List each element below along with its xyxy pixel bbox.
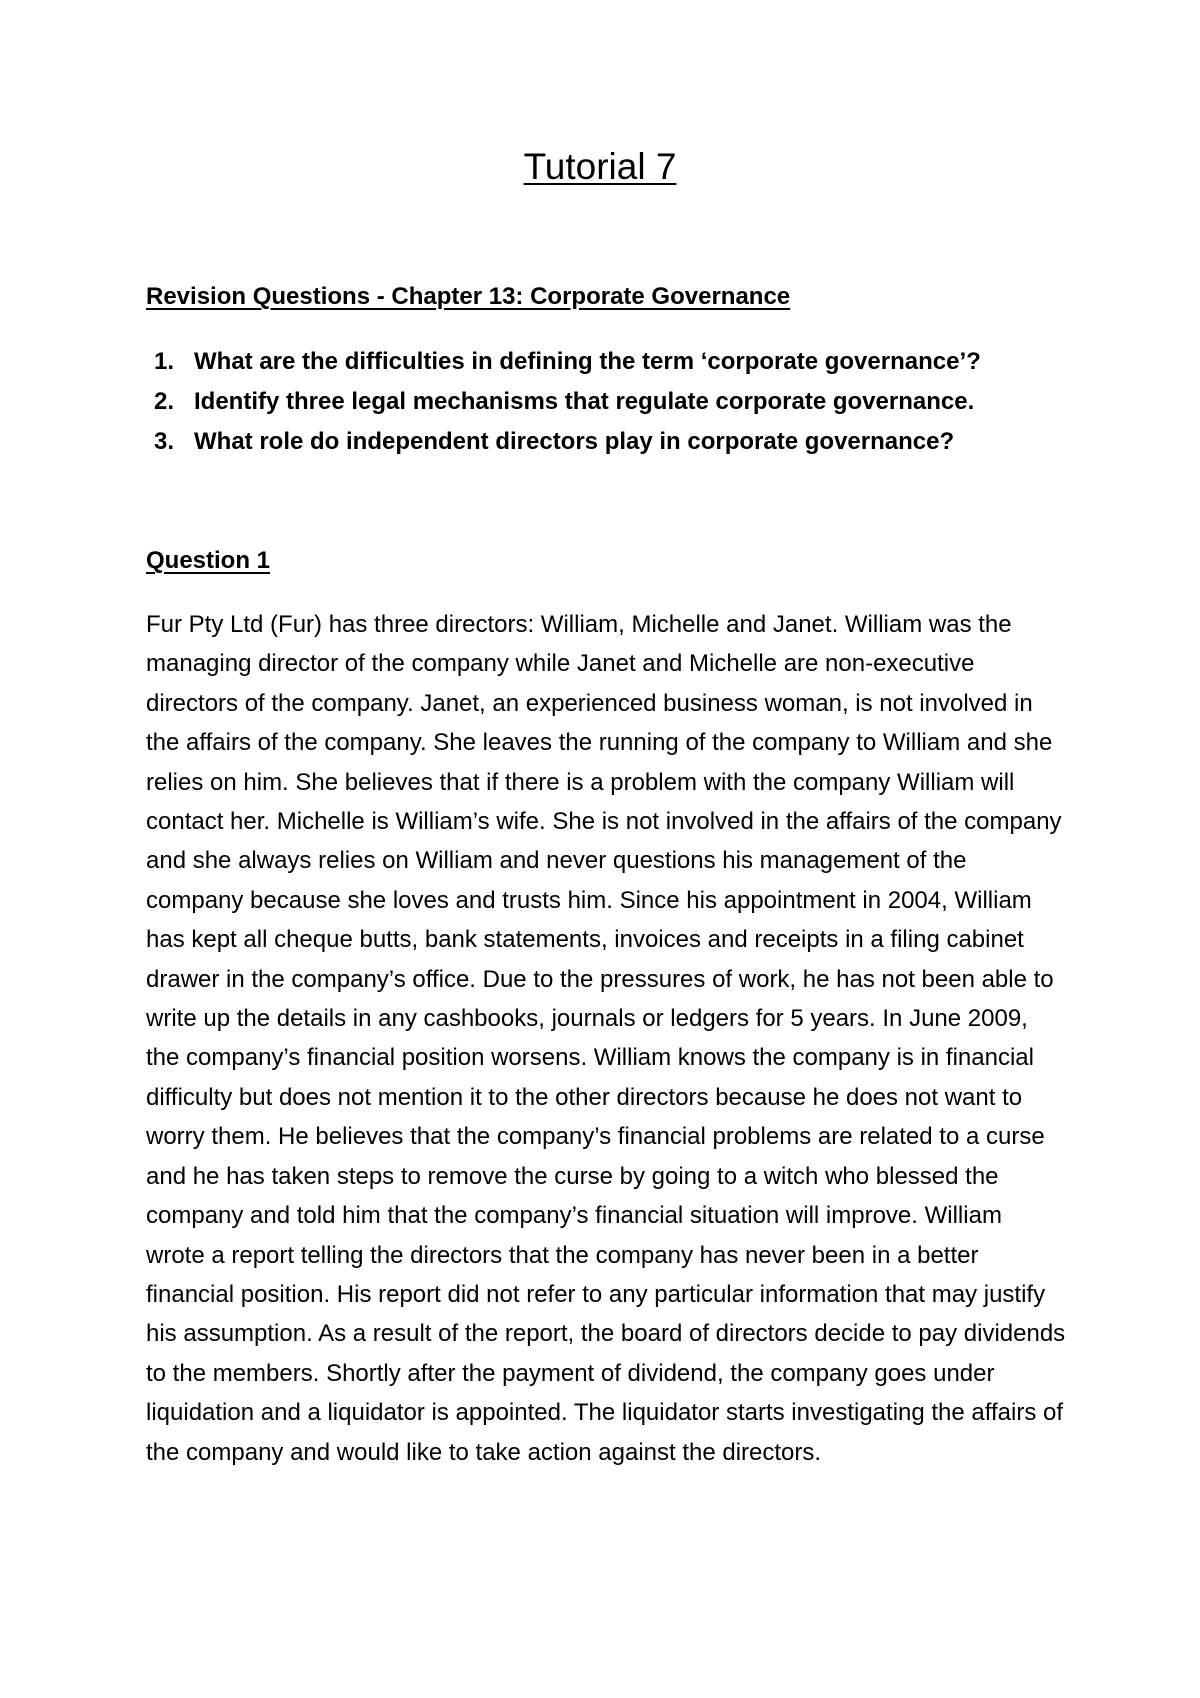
- list-item: [154, 422, 981, 462]
- list-item: [154, 382, 981, 422]
- question-number: 2.: [154, 388, 175, 415]
- page-title: Tutorial 7: [523, 146, 677, 187]
- question-text: What are the difficulties in defining the term ‘corporate governance’?: [194, 348, 981, 375]
- question-text: Identify three legal mechanisms that regulate corporate governance.: [194, 388, 975, 415]
- question-text: What role do independent directors play in corporate governance?: [194, 428, 955, 455]
- question-number: 1.: [154, 348, 175, 375]
- list-item: [154, 342, 981, 382]
- question-1-scenario-text: Fur Pty Ltd (Fur) has three directors: William, Michelle and Janet. William was the managing director of the company while Janet and Michelle are non-executive directors of the company. Janet, an experienced business woman, is not involved in the affairs of the company. She leaves the running of the company to William and she relies on him. She believes that if there is a problem with the company William will contact her. Michelle is William’s wife. She is not involved in the affairs of the company and she always relies on William and never questions his management of the company because she loves and trusts him. Since his appointment in 2004, William has kept all cheque butts, bank statements, invoices and receipts in a filing cabinet drawer in the company’s office. Due to the pressures of work, he has not been able to write up the details in any cashbooks, journals or ledgers for 5 years. In June 2009, the company’s financial position worsens. William knows the company is in financial difficulty but does not mention it to the other directors because he does not want to worry them. He believes that the company’s financial problems are related to a curse and he has taken steps to remove the curse by going to a witch who blessed the company and told him that the company’s financial situation will improve. William wrote a report telling the directors that the company has never been in a better financial position. His report did not refer to any particular information that may justify his assumption. As a result of the report, the board of directors decide to pay dividends to the members. Shortly after the payment of dividend, the company goes under liquidation and a liquidator is appointed. The liquidator starts investigating the affairs of the company and would like to take action against the directors.: [146, 611, 1066, 1466]
- question-number: 3.: [154, 428, 175, 455]
- revision-questions-list: [154, 342, 981, 462]
- revision-questions-heading: Revision Questions - Chapter 13: Corporate Governance: [146, 283, 791, 310]
- question-1-heading: Question 1: [146, 547, 271, 574]
